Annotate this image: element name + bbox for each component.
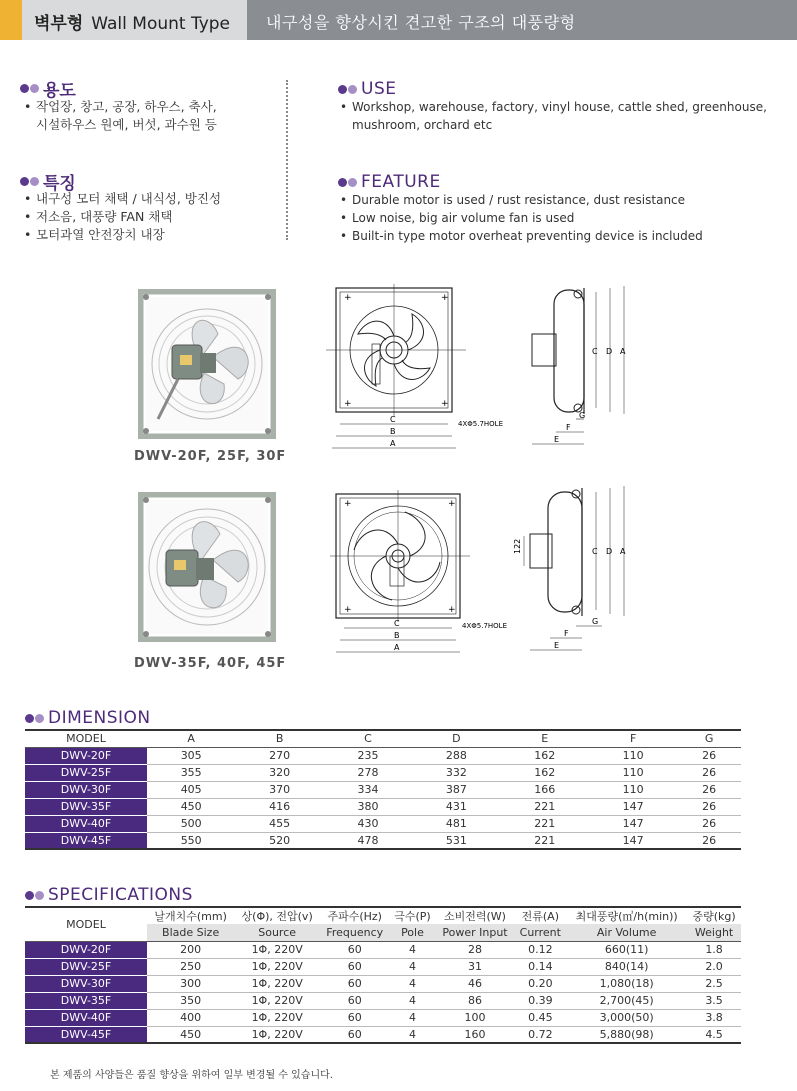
model-cell: DWV-45F xyxy=(25,832,147,849)
table-row xyxy=(25,1026,741,1043)
dim-label-g: G xyxy=(579,411,586,420)
dim-label-a: A xyxy=(620,347,626,356)
table-cell: 221 xyxy=(501,798,589,815)
table-cell: 400 xyxy=(147,1009,234,1026)
table-cell: 147 xyxy=(589,815,677,832)
table-cell: 660(11) xyxy=(566,941,687,958)
table-cell: 3.8 xyxy=(687,1009,741,1026)
table-header: 날개치수(mm) xyxy=(154,910,227,923)
table-header: 최대풍량(㎥/h(min)) xyxy=(575,910,678,923)
table-header: G xyxy=(677,730,741,747)
table-header: Pole xyxy=(389,924,435,941)
svg-text:+: + xyxy=(344,605,352,615)
table-cell: 0.39 xyxy=(514,992,566,1009)
table-cell: 1.8 xyxy=(687,941,741,958)
header-accent xyxy=(0,0,22,40)
table-row xyxy=(25,958,741,975)
table-cell: 221 xyxy=(501,815,589,832)
table-cell: 162 xyxy=(501,764,589,781)
fan-photo-large xyxy=(138,492,276,642)
dim-label-f: F xyxy=(566,423,571,432)
bullet-dots-icon xyxy=(20,177,39,186)
table-cell: 1Φ, 220V xyxy=(234,975,320,992)
bullet-dots-icon xyxy=(20,84,39,93)
table-cell: 110 xyxy=(589,781,677,798)
table-cell: 160 xyxy=(436,1026,515,1043)
table-header: 상(Φ), 전압(v) xyxy=(241,910,313,923)
table-header: Blade Size xyxy=(147,924,234,941)
table-cell: 334 xyxy=(324,781,412,798)
table-cell: 531 xyxy=(412,832,500,849)
table-row xyxy=(25,764,741,781)
table-cell: 320 xyxy=(235,764,323,781)
feature-en-heading: FEATURE xyxy=(338,172,441,192)
dimension-heading: DIMENSION xyxy=(25,708,151,728)
model-cell: DWV-25F xyxy=(25,958,147,975)
table-header: MODEL xyxy=(25,730,147,747)
table-cell: 166 xyxy=(501,781,589,798)
hole-label: 4XΦ5.7HOLE xyxy=(462,622,507,630)
table-cell: 450 xyxy=(147,1026,234,1043)
table-cell: 481 xyxy=(412,815,500,832)
table-header: Source xyxy=(234,924,320,941)
table-cell: 26 xyxy=(677,815,741,832)
table-header: E xyxy=(501,730,589,747)
table-cell: 431 xyxy=(412,798,500,815)
dim-label-d: D xyxy=(606,347,613,356)
table-header: Power Input xyxy=(436,924,515,941)
table-cell: 520 xyxy=(235,832,323,849)
table-cell: 355 xyxy=(147,764,235,781)
table-cell: 2.5 xyxy=(687,975,741,992)
table-cell: 26 xyxy=(677,747,741,764)
table-cell: 0.14 xyxy=(514,958,566,975)
specifications-heading: SPECIFICATIONS xyxy=(25,885,193,905)
table-cell: 0.72 xyxy=(514,1026,566,1043)
table-cell: 1Φ, 220V xyxy=(234,941,320,958)
table-cell: 147 xyxy=(589,832,677,849)
svg-text:+: + xyxy=(448,605,456,615)
page-title-ko: 벽부형 xyxy=(34,14,84,34)
dim-label-d: D xyxy=(606,547,613,556)
table-cell: 147 xyxy=(589,798,677,815)
table-row xyxy=(25,941,741,958)
table-cell: 278 xyxy=(324,764,412,781)
table-cell: 450 xyxy=(147,798,235,815)
table-cell: 2,700(45) xyxy=(566,992,687,1009)
table-cell: 416 xyxy=(235,798,323,815)
table-cell: 1Φ, 220V xyxy=(234,1009,320,1026)
table-cell: 60 xyxy=(320,958,389,975)
table-cell: 4 xyxy=(389,1009,435,1026)
feature-ko-list xyxy=(22,190,221,244)
table-row xyxy=(25,832,741,849)
table-header: D xyxy=(412,730,500,747)
model-cell: DWV-35F xyxy=(25,992,147,1009)
model-cell: DWV-20F xyxy=(25,747,147,764)
svg-text:+: + xyxy=(344,499,352,509)
dim-label-a: A xyxy=(394,643,400,652)
dim-label-c: C xyxy=(592,347,598,356)
dim-label-g: G xyxy=(592,617,599,626)
dim-label-122: 122 xyxy=(513,538,522,554)
table-header: F xyxy=(589,730,677,747)
table-cell: 1Φ, 220V xyxy=(234,992,320,1009)
header-bar xyxy=(0,0,797,40)
table-cell: 110 xyxy=(589,747,677,764)
side-drawing-small xyxy=(526,284,641,454)
table-cell: 60 xyxy=(320,1026,389,1043)
table-cell: 478 xyxy=(324,832,412,849)
bullet-dots-icon xyxy=(338,85,357,94)
svg-text:+: + xyxy=(344,293,352,303)
table-cell: 100 xyxy=(436,1009,515,1026)
table-header: MODEL xyxy=(25,907,147,941)
table-header: 중량(kg) xyxy=(692,910,736,923)
table-header: 전류(A) xyxy=(521,910,560,923)
hole-label: 4XΦ5.7HOLE xyxy=(458,420,503,428)
model-caption-group1: DWV-20F, 25F, 30F xyxy=(134,449,287,464)
bullet-dots-icon xyxy=(25,891,44,900)
table-cell: 26 xyxy=(677,798,741,815)
table-cell: 26 xyxy=(677,781,741,798)
list-item: • 모터과열 안전장치 내장 xyxy=(22,226,221,244)
dimension-table xyxy=(25,729,741,850)
table-cell: 0.12 xyxy=(514,941,566,958)
table-cell: 370 xyxy=(235,781,323,798)
table-cell: 840(14) xyxy=(566,958,687,975)
table-cell: 270 xyxy=(235,747,323,764)
table-row xyxy=(25,1009,741,1026)
feature-ko-heading: 특징 xyxy=(20,169,76,194)
table-header: A xyxy=(147,730,235,747)
table-cell: 200 xyxy=(147,941,234,958)
table-cell: 28 xyxy=(436,941,515,958)
list-item: • 저소음, 대풍량 FAN 채택 xyxy=(22,208,221,226)
usage-ko-list xyxy=(22,98,217,134)
list-item: • Durable motor is used / rust resistance, dust resistance xyxy=(338,191,703,209)
table-header: Current xyxy=(514,924,566,941)
table-cell: 86 xyxy=(436,992,515,1009)
side-drawing-large xyxy=(510,484,645,656)
table-header-row xyxy=(25,730,741,747)
table-cell: 455 xyxy=(235,815,323,832)
table-cell: 3.5 xyxy=(687,992,741,1009)
footnote: 본 제품의 사양들은 품질 향상을 위하여 일부 변경될 수 있습니다. xyxy=(50,1070,333,1081)
model-caption-group2: DWV-35F, 40F, 45F xyxy=(134,656,287,671)
table-cell: 60 xyxy=(320,975,389,992)
dim-label-b: B xyxy=(390,427,396,436)
table-cell: 2.0 xyxy=(687,958,741,975)
table-cell: 31 xyxy=(436,958,515,975)
page-title xyxy=(34,9,230,34)
dim-label-c: C xyxy=(390,415,396,424)
table-cell: 60 xyxy=(320,992,389,1009)
list-item: • Built-in type motor overheat preventing device is included xyxy=(338,227,703,245)
table-row xyxy=(25,798,741,815)
model-cell: DWV-30F xyxy=(25,975,147,992)
table-row xyxy=(25,815,741,832)
table-cell: 46 xyxy=(436,975,515,992)
fan-photo-small xyxy=(138,289,276,439)
dim-label-c: C xyxy=(394,619,400,628)
dim-label-a: A xyxy=(620,547,626,556)
table-cell: 162 xyxy=(501,747,589,764)
svg-text:+: + xyxy=(344,399,352,409)
front-drawing-small xyxy=(326,284,516,454)
page-subtitle: 내구성을 향상시킨 견고한 구조의 대풍량형 xyxy=(266,13,576,32)
table-cell: 60 xyxy=(320,1009,389,1026)
model-cell: DWV-40F xyxy=(25,1009,147,1026)
dim-label-e: E xyxy=(554,435,560,444)
column-divider xyxy=(286,80,288,240)
svg-text:+: + xyxy=(441,399,449,409)
list-item: • 작업장, 창고, 공장, 하우스, 축사, xyxy=(22,98,217,116)
table-row xyxy=(25,781,741,798)
model-cell: DWV-25F xyxy=(25,764,147,781)
model-cell: DWV-35F xyxy=(25,798,147,815)
front-drawing-large xyxy=(330,490,520,658)
table-cell: 288 xyxy=(412,747,500,764)
table-row xyxy=(25,992,741,1009)
table-header: 소비전력(W) xyxy=(444,910,506,923)
table-cell: 387 xyxy=(412,781,500,798)
list-item: • Low noise, big air volume fan is used xyxy=(338,209,703,227)
table-cell: 3,000(50) xyxy=(566,1009,687,1026)
table-cell: 350 xyxy=(147,992,234,1009)
feature-en-list xyxy=(338,191,703,245)
table-cell: 1Φ, 220V xyxy=(234,1026,320,1043)
table-cell: 221 xyxy=(501,832,589,849)
table-cell: 500 xyxy=(147,815,235,832)
table-cell: 1,080(18) xyxy=(566,975,687,992)
table-cell: 4 xyxy=(389,975,435,992)
table-cell: 405 xyxy=(147,781,235,798)
list-item-continued: mushroom, orchard etc xyxy=(352,118,493,132)
table-row xyxy=(25,975,741,992)
table-cell: 550 xyxy=(147,832,235,849)
dim-label-e: E xyxy=(554,641,560,650)
list-item-continued: 시설하우스 원예, 버섯, 과수원 등 xyxy=(36,117,217,132)
model-cell: DWV-40F xyxy=(25,815,147,832)
dim-label-c: C xyxy=(592,547,598,556)
table-cell: 430 xyxy=(324,815,412,832)
page-title-en: Wall Mount Type xyxy=(91,14,231,34)
dim-label-b: B xyxy=(394,631,400,640)
table-cell: 380 xyxy=(324,798,412,815)
table-cell: 4 xyxy=(389,992,435,1009)
table-cell: 26 xyxy=(677,764,741,781)
table-cell: 0.20 xyxy=(514,975,566,992)
usage-en-heading: USE xyxy=(338,79,396,99)
model-cell: DWV-45F xyxy=(25,1026,147,1043)
bullet-dots-icon xyxy=(25,714,44,723)
model-cell: DWV-20F xyxy=(25,941,147,958)
table-header: B xyxy=(235,730,323,747)
svg-text:+: + xyxy=(448,499,456,509)
table-cell: 0.45 xyxy=(514,1009,566,1026)
svg-text:+: + xyxy=(441,293,449,303)
table-cell: 110 xyxy=(589,764,677,781)
usage-en-list xyxy=(338,98,767,134)
table-cell: 26 xyxy=(677,832,741,849)
table-header: 극수(P) xyxy=(394,910,431,923)
list-item: • Workshop, warehouse, factory, vinyl house, cattle shed, greenhouse, xyxy=(338,98,767,116)
table-cell: 305 xyxy=(147,747,235,764)
table-header: Frequency xyxy=(320,924,389,941)
table-cell: 4 xyxy=(389,958,435,975)
usage-ko-heading: 용도 xyxy=(20,76,76,101)
table-header: Air Volume xyxy=(566,924,687,941)
table-cell: 4 xyxy=(389,941,435,958)
table-cell: 250 xyxy=(147,958,234,975)
specifications-table xyxy=(25,906,741,1044)
dim-label-f: F xyxy=(564,629,569,638)
table-cell: 300 xyxy=(147,975,234,992)
table-header: C xyxy=(324,730,412,747)
table-cell: 5,880(98) xyxy=(566,1026,687,1043)
model-cell: DWV-30F xyxy=(25,781,147,798)
table-header: 주파수(Hz) xyxy=(327,910,382,923)
table-cell: 4 xyxy=(389,1026,435,1043)
table-cell: 235 xyxy=(324,747,412,764)
bullet-dots-icon xyxy=(338,178,357,187)
table-cell: 4.5 xyxy=(687,1026,741,1043)
table-row xyxy=(25,747,741,764)
table-cell: 1Φ, 220V xyxy=(234,958,320,975)
list-item: • 내구성 모터 채택 / 내식성, 방진성 xyxy=(22,190,221,208)
table-cell: 332 xyxy=(412,764,500,781)
table-cell: 60 xyxy=(320,941,389,958)
dim-label-a: A xyxy=(390,439,396,448)
table-header: Weight xyxy=(687,924,741,941)
table-header-row-ko xyxy=(25,907,741,924)
